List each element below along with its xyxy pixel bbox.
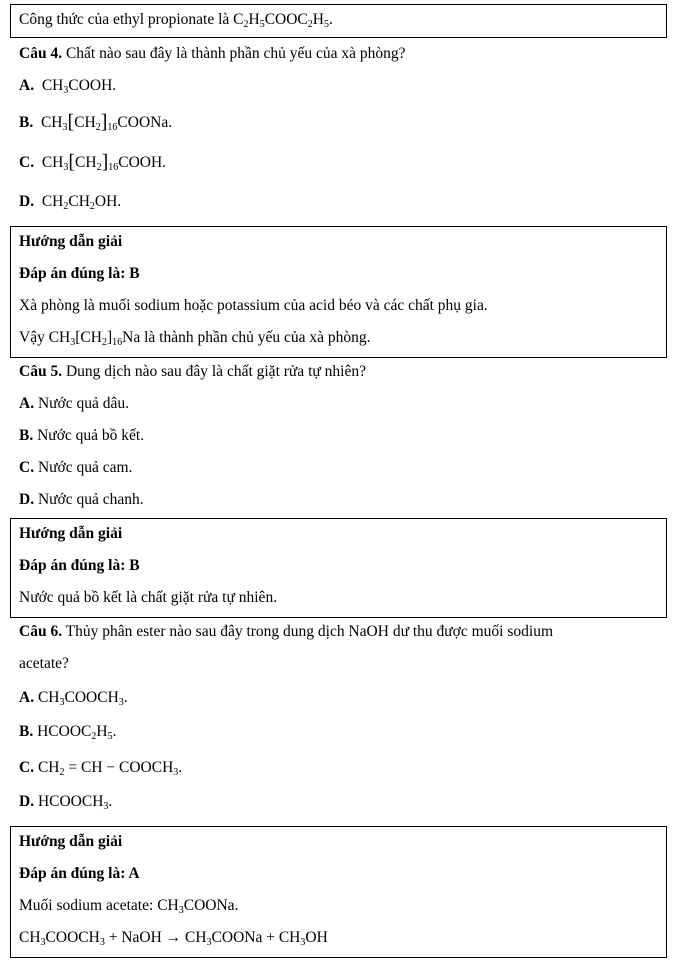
q5-stem: Câu 5. Dung dịch nào sau đây là chất giặt rửa tự nhiên? [19,363,366,380]
q4-guide-title: Hướng dẫn giải [19,233,123,250]
q6-option-d-formula: $HCOOCH_3$. [37,793,113,812]
q6-explanation-2: $CH_3COOCH_3$ + NaOH → $CH_3COONa + CH_3OH$ [19,929,328,948]
q6-option-c: C. $CH_2$ = CH − $COOCH_3$. [19,759,183,778]
q4-answer: Đáp án đúng là: B [19,265,140,282]
q6-stem: Câu 6. Thủy phân ester nào sau đây trong dung dịch NaOH dư thu được muối sodium [19,623,554,640]
q6-explanation-1: Muối sodium acetate: $CH_3COONa$. [19,897,239,916]
q4-option-d-formula: $CH_2CH_2OH$. [41,193,122,212]
q5-answer: Đáp án đúng là: B [19,557,140,574]
ethyl-propionate-formula: $C_2H_5COOC_2H_5$. [233,11,333,30]
q5-explanation-1: Nước quả bồ kết là chất giặt rửa tự nhiên. [19,589,278,606]
q6-stem-continued: acetate? [19,655,69,672]
q5-option-d: D. Nước quả chanh. [19,491,144,508]
q4-option-b-formula: $CH_3[CH_2]_{16}COONa$. [40,111,173,133]
q4-option-c-formula: $CH_3[CH_2]_{16}COOH$. [41,151,167,173]
q5-option-b: B. Nước quả bồ kết. [19,427,145,444]
q5-guide-title: Hướng dẫn giải [19,525,123,542]
q6-option-b-formula: $HCOOC_2H_5$. [37,723,117,742]
q6-option-a-formula: $CH_3COOCH_3$. [37,689,128,708]
q4-explanation-1: Xà phòng là muối sodium hoặc potassium của acid béo và các chất phụ gia. [19,297,488,314]
q4-option-a: A. $CH_3COOH$. [19,77,117,96]
q4-option-c: C. $CH_3[CH_2]_{16}COOH$. [19,151,167,173]
intro-line: Công thức của ethyl propionate là $C_2H_5COOC_2H_5$. [19,11,333,30]
q4-option-b: B. $CH_3[CH_2]_{16}COONa$. [19,111,173,133]
q4-option-a-formula: $CH_3COOH$. [41,77,117,96]
q6-option-d: D. $HCOOCH_3$. [19,793,113,812]
q4-explanation-2: Vậy $CH_3[CH_2]_{16}Na$ là thành phần chủ yếu của xà phòng. [19,329,371,348]
q4-stem: Câu 4. Chất nào sau đây là thành phần chủ yếu của xà phòng? [19,45,406,62]
q5-option-a: A. Nước quả dâu. [19,395,130,412]
q6-option-b: B. $HCOOC_2H_5$. [19,723,117,742]
q4-option-d: D. $CH_2CH_2OH$. [19,193,122,212]
q6-option-a: A. $CH_3COOCH_3$. [19,689,128,708]
q5-option-c: C. Nước quả cam. [19,459,133,476]
q6-guide-title: Hướng dẫn giải [19,833,123,850]
q6-answer: Đáp án đúng là: A [19,865,140,882]
q6-option-c-formula: $CH_2$ = CH − $COOCH_3$. [37,759,183,778]
